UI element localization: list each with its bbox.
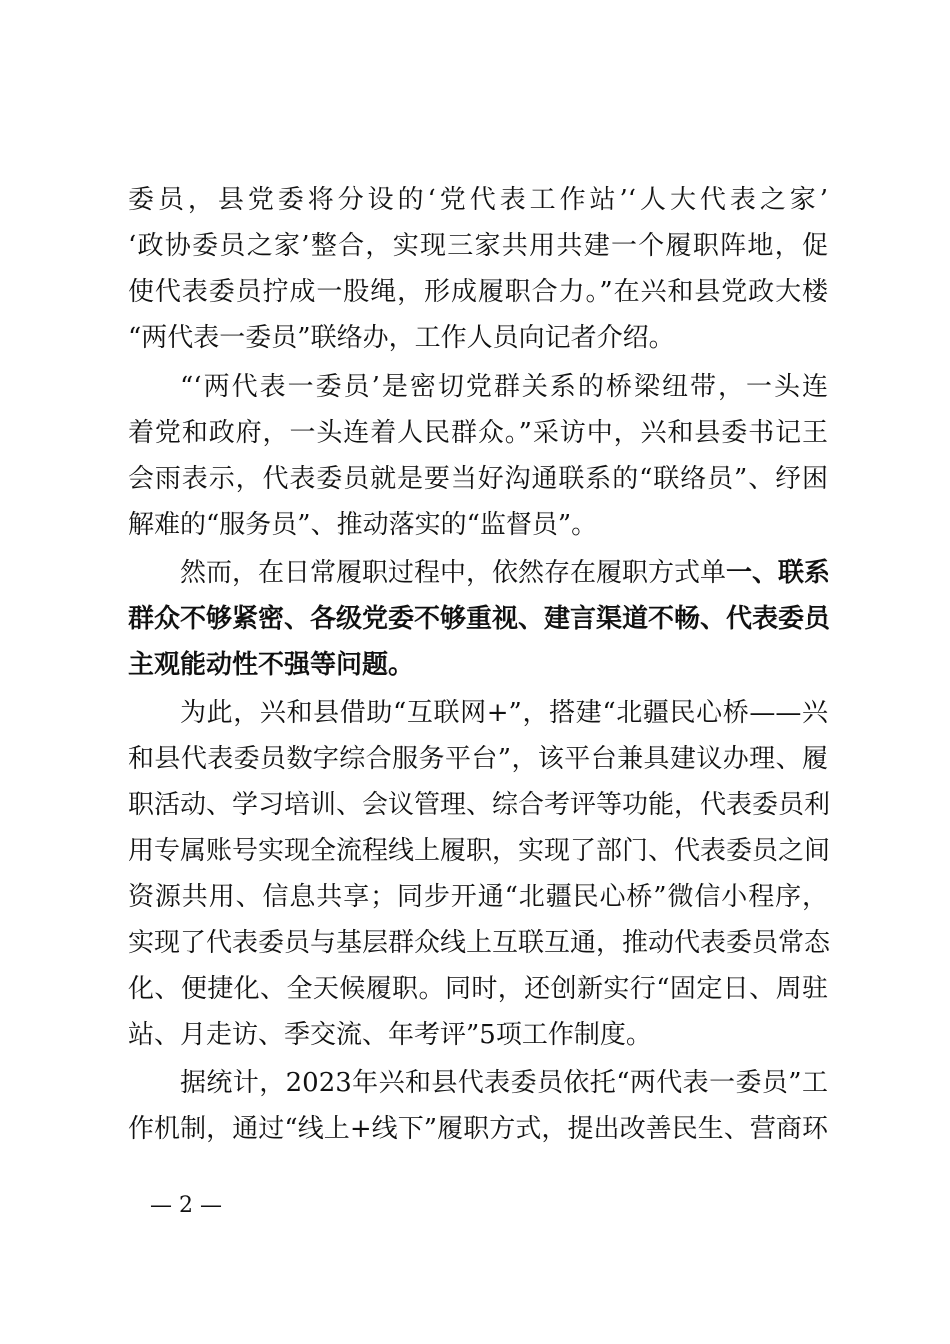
paragraph-5-line-1: 据统计，2023年兴和县代表委员依托“两代表一委员”工 bbox=[180, 1068, 828, 1098]
paragraph-3-line-1-bold: 一、联系 bbox=[726, 558, 831, 588]
paragraph-4-line-1: 为此，兴和县借助“互联网+”，搭建“北疆民心桥——兴 bbox=[180, 698, 828, 728]
paragraph-4-line-2: 和县代表委员数字综合服务平台”，该平台兼具建议办理、履 bbox=[128, 744, 828, 774]
paragraph-2-line-2: 着党和政府，一头连着人民群众。”采访中，兴和县委书记王 bbox=[128, 418, 828, 448]
paragraph-3-line-1 bbox=[180, 556, 831, 590]
paragraph-1-line-1: 委员，县党委将分设的‘党代表工作站’‘人大代表之家’ bbox=[128, 185, 828, 215]
paragraph-4-line-3: 职活动、学习培训、会议管理、综合考评等功能，代表委员利 bbox=[128, 790, 831, 820]
paragraph-4-line-7: 化、便捷化、全天候履职。同时，还创新实行“固定日、周驻 bbox=[128, 974, 828, 1004]
paragraph-3-line-2: 群众不够紧密、各级党委不够重视、建言渠道不畅、代表委员 bbox=[128, 604, 831, 634]
paragraph-4-line-8: 站、月走访、季交流、年考评”5项工作制度。 bbox=[128, 1020, 652, 1050]
paragraph-4-line-6: 实现了代表委员与基层群众线上互联互通，推动代表委员常态 bbox=[128, 928, 831, 958]
paragraph-1-line-2: ‘政协委员之家’整合，实现三家共用共建一个履职阵地，促 bbox=[128, 231, 828, 261]
paragraph-2-line-4: 解难的“服务员”、推动落实的“监督员”。 bbox=[128, 510, 598, 540]
page-number: — 2 — bbox=[150, 1193, 222, 1218]
paragraph-4-line-4: 用专属账号实现全流程线上履职，实现了部门、代表委员之间 bbox=[128, 836, 831, 866]
paragraph-3-line-1-normal: 然而，在日常履职过程中，依然存在履职方式单 bbox=[180, 558, 727, 588]
paragraph-1-line-3: 使代表委员拧成一股绳，形成履职合力。”在兴和县党政大楼 bbox=[128, 277, 828, 307]
paragraph-2-line-1: “‘两代表一委员’是密切党群关系的桥梁纽带，一头连 bbox=[180, 372, 828, 402]
paragraph-3-line-3: 主观能动性不强等问题。 bbox=[128, 650, 415, 680]
paragraph-2-line-3: 会雨表示，代表委员就是要当好沟通联系的“联络员”、纾困 bbox=[128, 464, 828, 494]
paragraph-1-line-4: “两代表一委员”联络办，工作人员向记者介绍。 bbox=[128, 323, 675, 353]
paragraph-4-line-5: 资源共用、信息共享；同步开通“北疆民心桥”微信小程序， bbox=[128, 882, 828, 912]
paragraph-5-line-2: 作机制，通过“线上+线下”履职方式，提出改善民生、营商环 bbox=[128, 1114, 828, 1144]
